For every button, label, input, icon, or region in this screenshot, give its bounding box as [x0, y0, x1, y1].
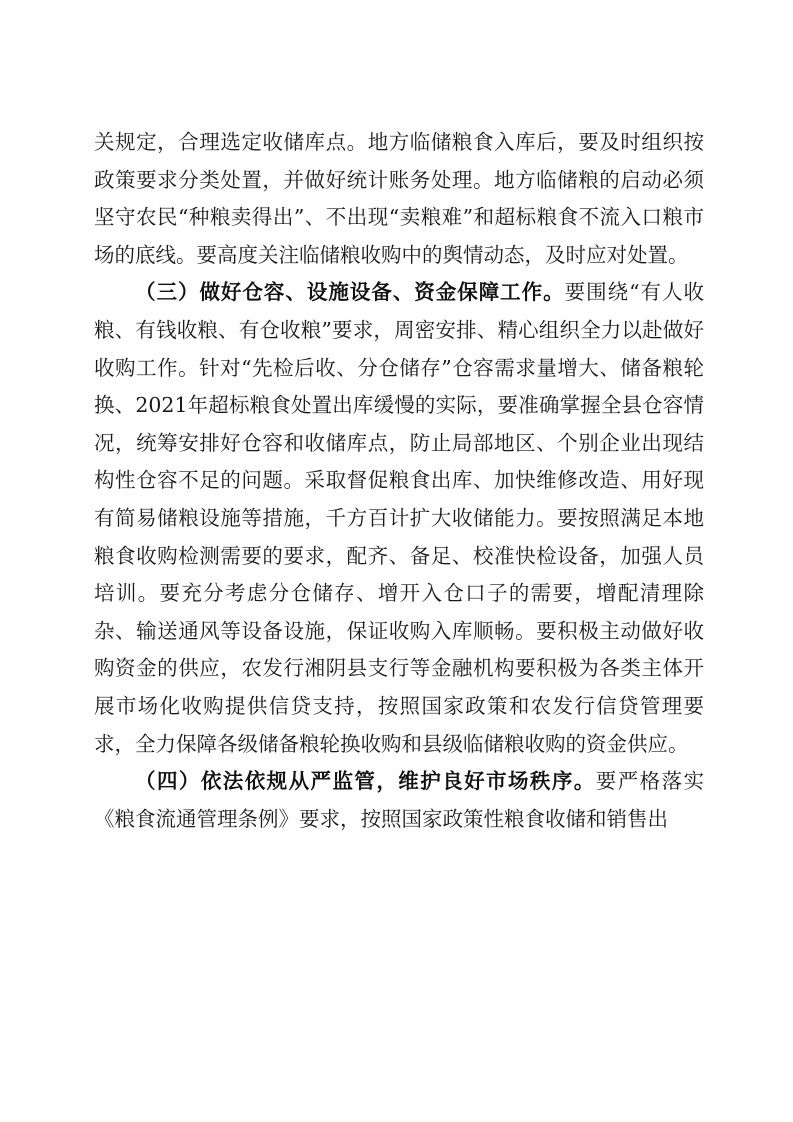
paragraph-text: 关规定，合理选定收储库点。地方临储粮食入库后，要及时组织按政策要求分类处置，并做好统计账务处理。地方临储粮的启动必须坚守农民“种粮卖得出”、不出现“卖粮难”和超标粮食不流入口粮市场的底线。要高度关注临储粮收购中的舆情动态，及时应对处置。 [94, 130, 704, 267]
section-four-heading: （四）依法依规从严监管，维护良好市场秩序。 [135, 769, 596, 794]
paragraph-continuation [94, 124, 704, 274]
document-body [94, 124, 704, 838]
section-three-heading: （三）做好仓容、设施设备、资金保障工作。 [135, 280, 565, 305]
section-four-paragraph [94, 763, 704, 838]
section-three-paragraph [94, 274, 704, 763]
section-four-text: 要严格落实《粮食流通管理条例》要求，按照国家政策性粮食收储和销售出 [94, 769, 705, 831]
section-three-text: 要围绕“有人收粮、有钱收粮、有仓收粮”要求，周密安排、精心组织全力以赴做好收购工作。针对“先检后收、分仓储存”仓容需求量增大、储备粮轮换、2021年超标粮食处置出库缓慢的实际，要准确掌握全县仓容情况，统筹安排好仓容和收储库点，防止局部地区、个别企业出现结构性仓容不足的问题。采取督促粮食出库、加快维修改造、用好现有简易储粮设施等措施，千方百计扩大收储能力。要按照满足本地粮食收购检测需要的要求，配齐、备足、校准快检设备，加强人员培训。要充分考虑分仓储存、增开入仓口子的需要，增配清理除杂、输送通风等设备设施，保证收购入库顺畅。要积极主动做好收购资金的供应，农发行湘阴县支行等金融机构要积极为各类主体开展市场化收购提供信贷支持，按照国家政策和农发行信贷管理要求，全力保障各级储备粮轮换收购和县级临储粮收购的资金供应。 [94, 280, 705, 756]
